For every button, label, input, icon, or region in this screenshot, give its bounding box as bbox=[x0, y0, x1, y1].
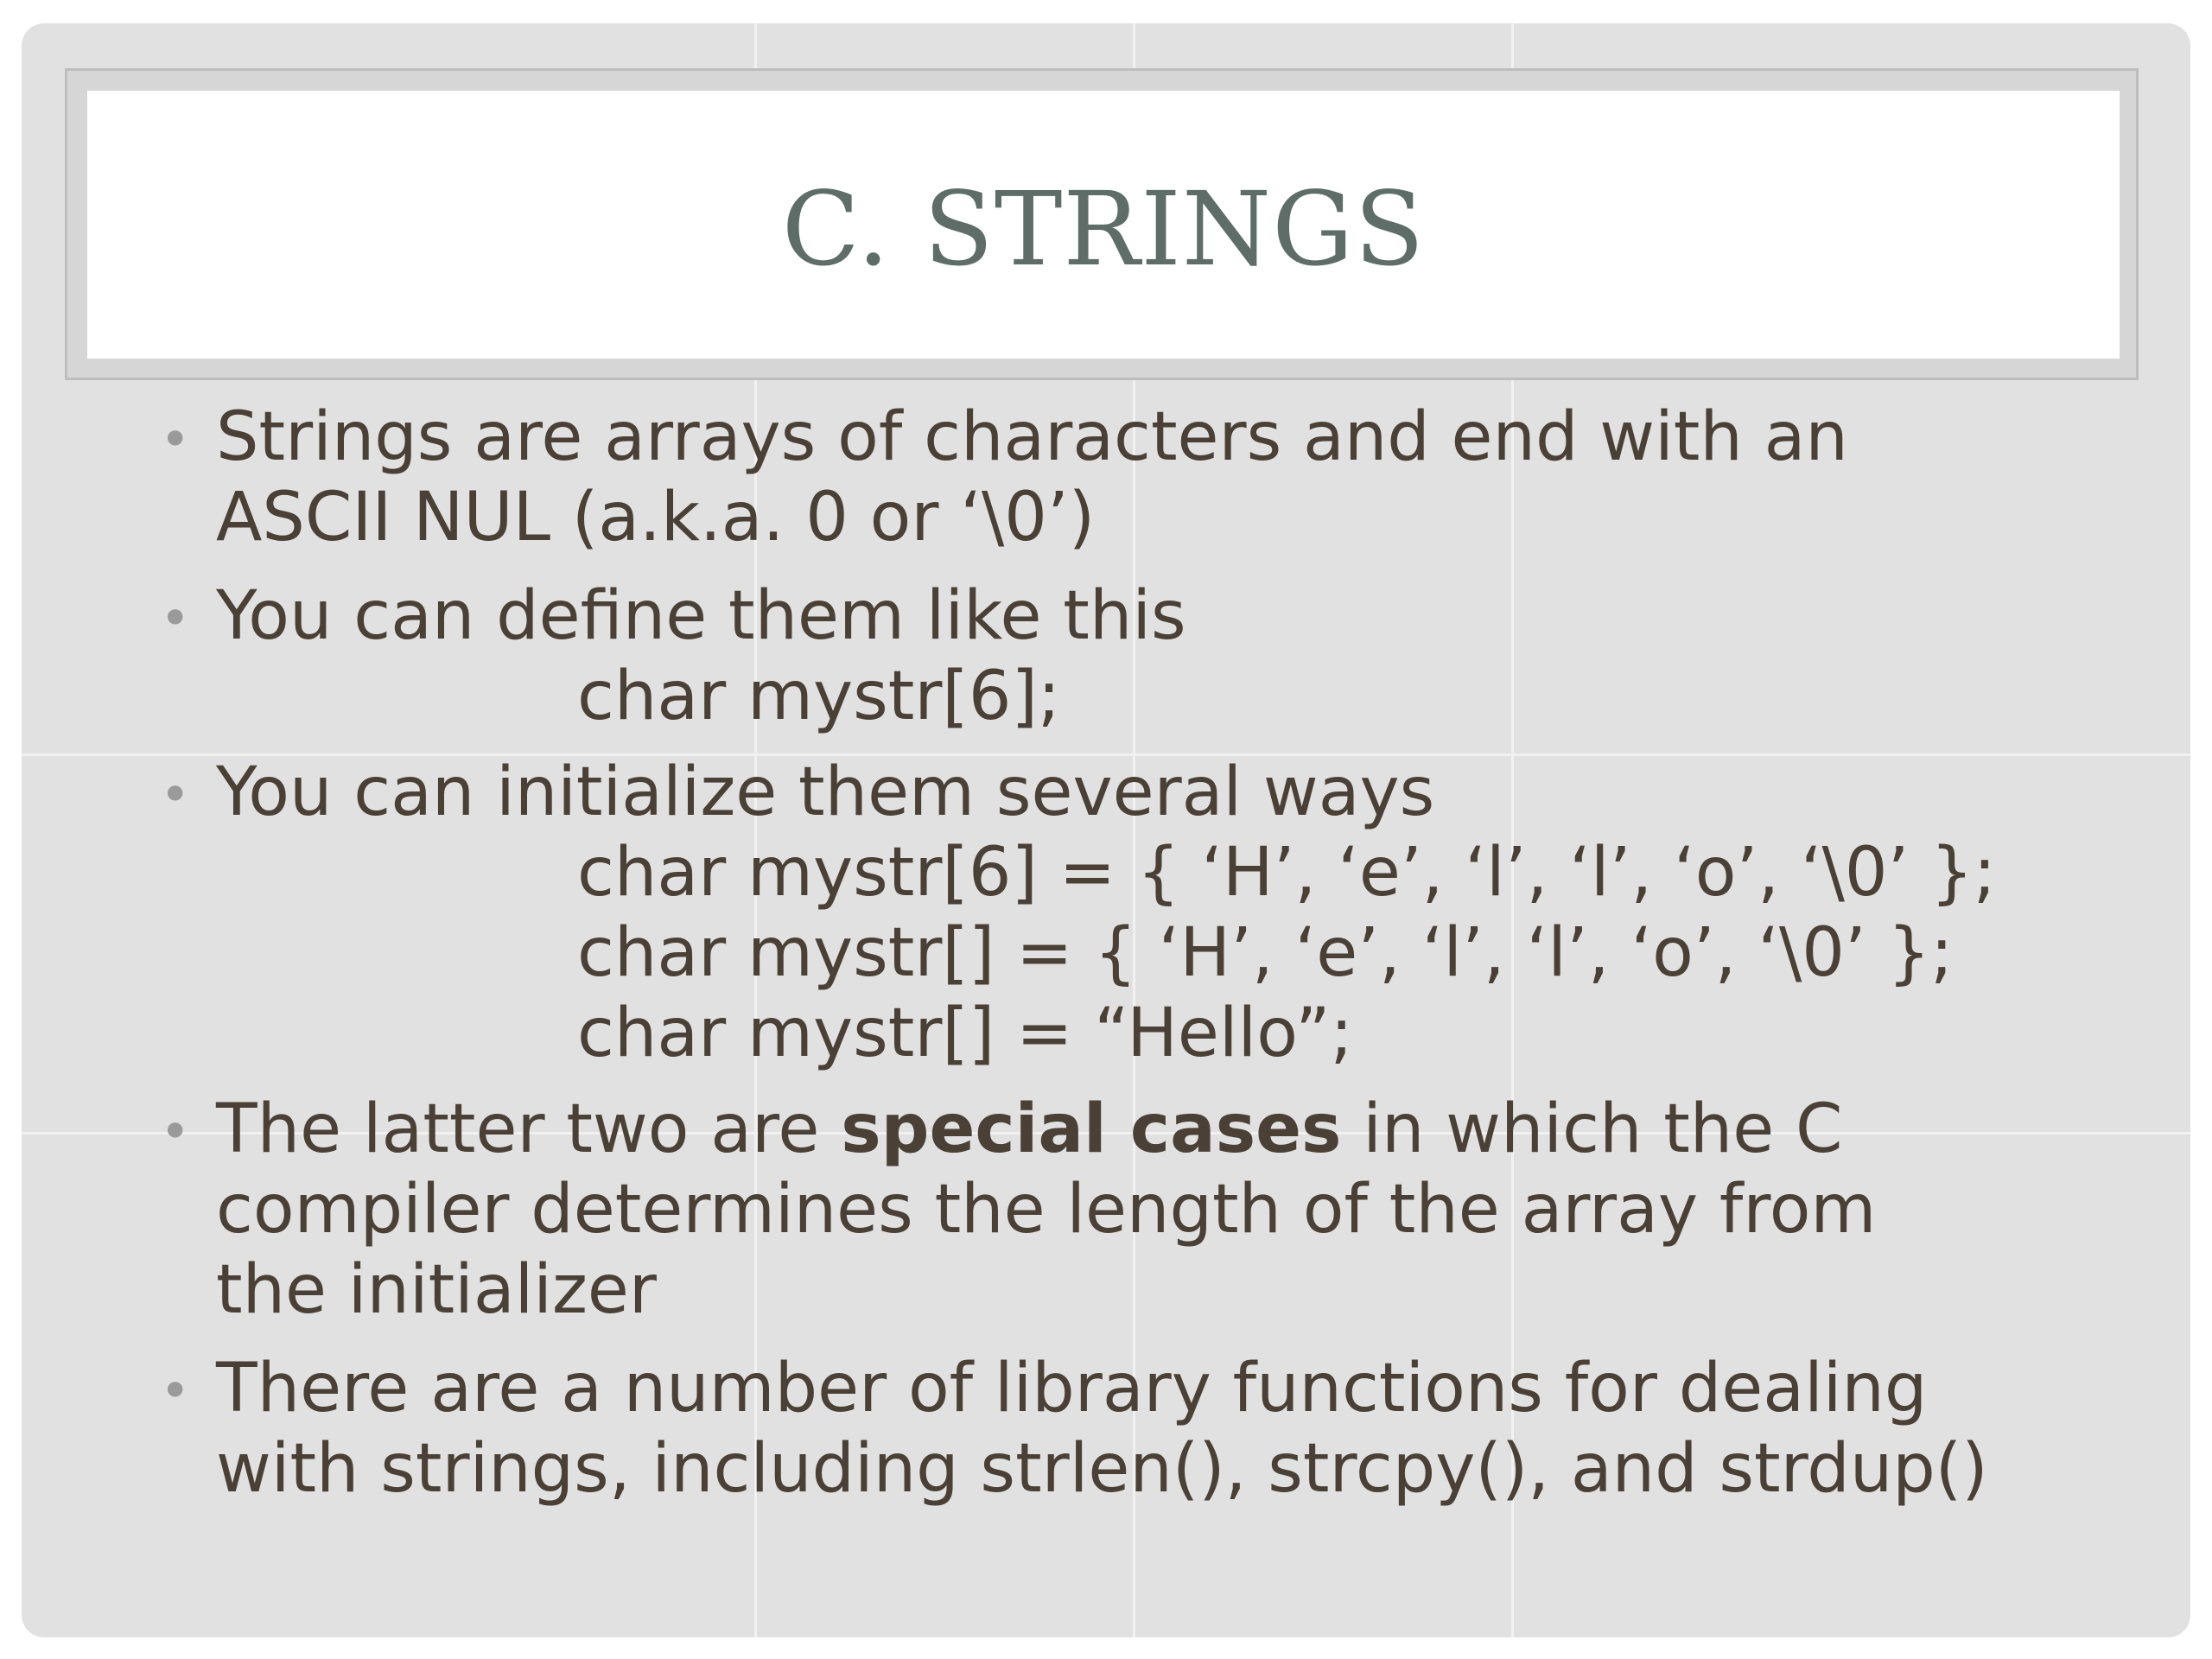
bullet-4-line-2: compiler determines the length of the array from bbox=[216, 1171, 1877, 1249]
bullet-3-code-3: char mystr[] = “Hello”; bbox=[577, 995, 1353, 1072]
slide-title: C. STRINGS bbox=[781, 169, 1426, 289]
bullet-3-code-2: char mystr[] = { ‘H’, ‘e’, ‘l’, ‘l’, ‘o’, ‘\0’ }; bbox=[577, 914, 1954, 992]
bullet-marker: • bbox=[160, 1361, 191, 1421]
bullet-marker: • bbox=[160, 588, 191, 649]
bullet-marker: • bbox=[160, 410, 191, 470]
bullet-1-line-2: ASCII NUL (a.k.a. 0 or ‘\0’) bbox=[216, 479, 1096, 556]
bullet-4-line-1 bbox=[216, 1090, 1843, 1168]
bullet-5-line-2: with strings, including strlen(), strcpy(), and strdup() bbox=[216, 1430, 1988, 1508]
bullet-1-line-1: Strings are arrays of characters and end with an bbox=[216, 398, 1848, 476]
bullet-4-emphasis: special cases bbox=[841, 1090, 1342, 1168]
bullet-3-code-1: char mystr[6] = { ‘H’, ‘e’, ‘l’, ‘l’, ‘o’, ‘\0’ }; bbox=[577, 834, 1997, 912]
slide bbox=[22, 23, 2190, 1637]
bullet-4-text-pre: The latter two are bbox=[216, 1090, 842, 1168]
bullet-4-text-post: in which the C bbox=[1341, 1090, 1843, 1168]
slide-body bbox=[22, 23, 2190, 1637]
bullet-marker: • bbox=[160, 765, 191, 825]
bullet-3-line-1: You can initialize them several ways bbox=[216, 753, 1435, 831]
bullet-2-line-1: You can define them like this bbox=[216, 577, 1186, 655]
bullet-marker: • bbox=[160, 1102, 191, 1162]
bullet-4-line-3: the initializer bbox=[216, 1251, 657, 1329]
bullet-2-code-1: char mystr[6]; bbox=[577, 658, 1061, 735]
bullet-5-line-1: There are a number of library functions for dealing bbox=[216, 1350, 1928, 1427]
